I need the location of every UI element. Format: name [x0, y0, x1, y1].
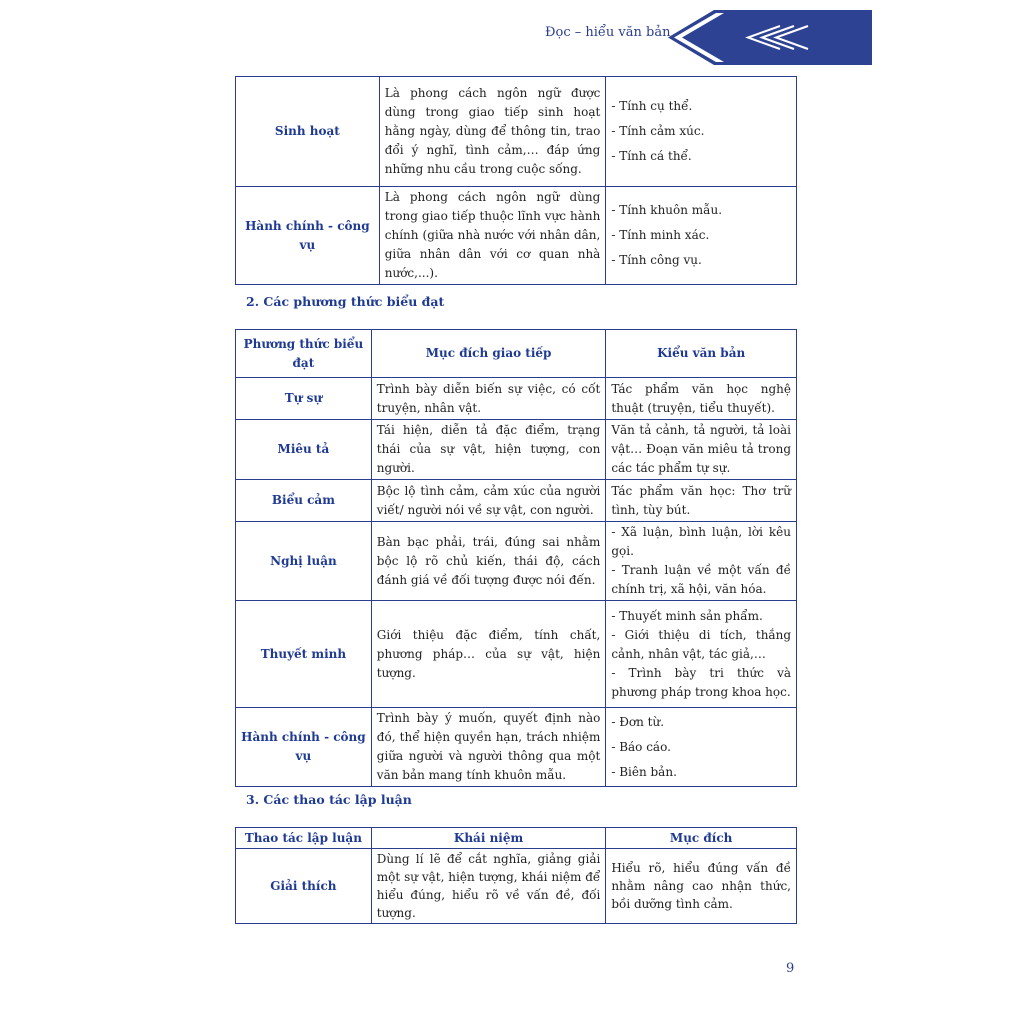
trait-item: - Tính công vụ. [611, 253, 702, 267]
trait-item: - Tính minh xác. [611, 228, 710, 242]
method-types [606, 522, 797, 601]
table-row [236, 601, 797, 708]
method-types: Văn tả cảnh, tả người, tả loài vật… Đoạn văn miêu tả trong các tác phẩm tự sự. [606, 420, 797, 480]
method-purpose: Bộc lộ tình cảm, cảm xúc của người viết/ người nói về sự vật, con người. [371, 480, 606, 522]
column-header: Mục đích giao tiếp [371, 330, 606, 378]
operation-concept: Dùng lí lẽ để cắt nghĩa, giảng giải một sự vật, hiện tượng, khái niệm để hiểu đúng, hiểu rõ về vấn đề, đối tượng. [371, 849, 606, 924]
column-header: Kiểu văn bản [606, 330, 797, 378]
method-purpose: Bàn bạc phải, trái, đúng sai nhằm bộc lộ rõ chủ kiến, thái độ, cách đánh giá về đối tượng được nói đến. [371, 522, 606, 601]
method-types [606, 708, 797, 787]
type-item: - Trình bày tri thức và phương pháp trong khoa học. [611, 665, 791, 699]
style-name: Sinh hoạt [236, 77, 380, 187]
type-item: - Xã luận, bình luận, lời kêu gọi. [611, 525, 791, 558]
table-row [236, 480, 797, 522]
style-name: Hành chính - công vụ [236, 187, 380, 285]
method-purpose: Tái hiện, diễn tả đặc điểm, trạng thái của sự vật, hiện tượng, con người. [371, 420, 606, 480]
language-style-table [235, 76, 797, 285]
style-description: Là phong cách ngôn ngữ được dùng trong giao tiếp sinh hoạt hằng ngày, dùng để thông tin, trao đổi ý nghĩ, tình cảm,… đáp ứng những nhu cầu trong cuộc sống. [379, 77, 606, 187]
method-types: Tác phẩm văn học nghệ thuật (truyện, tiểu thuyết). [606, 378, 797, 420]
table-row [236, 522, 797, 601]
header-banner-chevron-icon [668, 10, 872, 65]
operation-name: Giải thích [236, 849, 372, 924]
expression-methods-table [235, 329, 797, 787]
table-row [236, 708, 797, 787]
table-row [236, 77, 797, 187]
method-name: Nghị luận [236, 522, 372, 601]
type-item: - Báo cáo. [611, 739, 671, 754]
type-item: - Giới thiệu di tích, thắng cảnh, nhân vật, tác giả,… [611, 627, 791, 661]
operation-purpose: Hiểu rõ, hiểu đúng vấn đề nhằm nâng cao nhận thức, bồi dưỡng tình cảm. [606, 849, 797, 924]
header-title: Đọc – hiểu văn bản [545, 25, 671, 40]
column-header: Phương thức biểu đạt [236, 330, 372, 378]
method-purpose: Giới thiệu đặc điểm, tính chất, phương pháp… của sự vật, hiện tượng. [371, 601, 606, 708]
method-name: Biểu cảm [236, 480, 372, 522]
type-item: - Biên bản. [611, 764, 677, 779]
argumentation-table [235, 827, 797, 924]
type-item: - Đơn từ. [611, 714, 665, 729]
trait-item: - Tính khuôn mẫu. [611, 203, 723, 217]
table-header-row [236, 330, 797, 378]
column-header: Mục đích [606, 828, 797, 849]
table-row [236, 187, 797, 285]
method-types: Tác phẩm văn học: Thơ trữ tình, tùy bút. [606, 480, 797, 522]
column-header: Khái niệm [371, 828, 606, 849]
method-name: Miêu tả [236, 420, 372, 480]
style-description: Là phong cách ngôn ngữ dùng trong giao tiếp thuộc lĩnh vực hành chính (giữa nhà nước với nhân dân, giữa nhân dân với cơ quan nhà nước,...). [379, 187, 606, 285]
table-row [236, 420, 797, 480]
section-3-title: 3. Các thao tác lập luận [246, 792, 412, 807]
style-traits [606, 187, 797, 285]
column-header: Thao tác lập luận [236, 828, 372, 849]
type-item: - Thuyết minh sản phẩm. [611, 608, 763, 623]
method-name: Hành chính - công vụ [236, 708, 372, 787]
method-name: Tự sự [236, 378, 372, 420]
method-types [606, 601, 797, 708]
method-purpose: Trình bày ý muốn, quyết định nào đó, thể hiện quyền hạn, trách nhiệm giữa người và người thông qua một văn bản mang tính khuôn mẫu. [371, 708, 606, 787]
type-item: - Tranh luận về một vấn đề chính trị, xã hội, văn hóa. [611, 563, 791, 596]
method-purpose: Trình bày diễn biến sự việc, có cốt truyện, nhân vật. [371, 378, 606, 420]
section-2-title: 2. Các phương thức biểu đạt [246, 294, 445, 309]
trait-item: - Tính cá thể. [611, 149, 692, 163]
table-row [236, 378, 797, 420]
table-header-row [236, 828, 797, 849]
method-name: Thuyết minh [236, 601, 372, 708]
table-row [236, 849, 797, 924]
style-traits [606, 77, 797, 187]
page-number: 9 [786, 961, 795, 976]
trait-item: - Tính cảm xúc. [611, 124, 705, 138]
trait-item: - Tính cụ thể. [611, 99, 693, 113]
